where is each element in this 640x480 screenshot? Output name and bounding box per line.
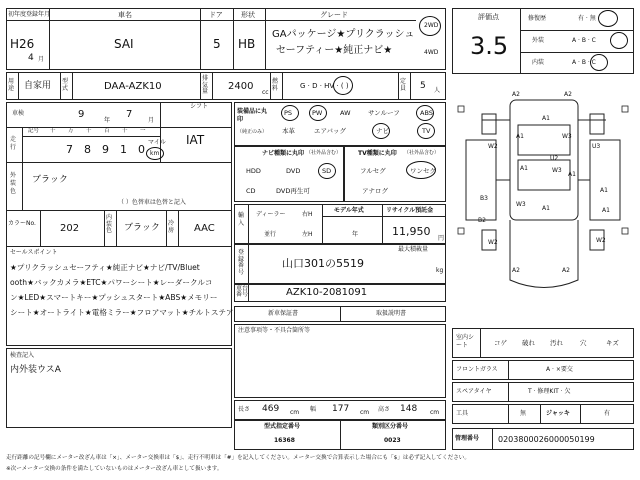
score-label: 評価点 (478, 13, 499, 21)
vin-value: AZK10-2081091 (286, 287, 368, 298)
model-value: DAA-AZK10 (104, 81, 162, 92)
equipment-option: AW (340, 109, 351, 117)
type-no-value: 16368 (274, 437, 295, 444)
repair-label: 修復歴 (528, 15, 547, 22)
mileage-header: 万 (68, 128, 74, 134)
shift-label: シフト (190, 103, 209, 110)
width-label: 幅 (310, 406, 317, 413)
equipment-circle (309, 105, 327, 121)
damage-mark: B2 (478, 217, 486, 224)
tv-option: アナログ (362, 187, 388, 195)
mileage-header: 記号 (28, 128, 40, 134)
seat-label: 室内シート (456, 334, 475, 349)
navi-sub: （社外品含む） (306, 150, 342, 156)
shift-value: IAT (186, 133, 205, 147)
damage-mark: A1 (568, 171, 576, 178)
use-value: 自家用 (24, 81, 52, 91)
equipment-option: サンルーフ (368, 109, 400, 117)
equipment-option: ABS (420, 109, 433, 117)
fuel-label: 燃料 (272, 78, 279, 93)
exterior-label: 外装色 (10, 172, 17, 195)
spare-label: スペアタイヤ (456, 388, 492, 395)
mileage-digit: 1 (120, 143, 127, 156)
notes-label: 注意事項等・不具合箇所等 (238, 327, 311, 334)
recycle-unit: 円 (438, 235, 445, 242)
tools-label: 工具 (456, 410, 469, 417)
grade-label: グレード (320, 11, 348, 19)
equipment-option: TV (422, 127, 431, 135)
inspection-month: 7 (126, 109, 133, 120)
damage-mark: W2 (596, 237, 606, 244)
equipment-sub: （純正のみ） (237, 129, 268, 135)
footer-line2: ※次ーメーター交換の条件を満たしていないものはメーター改ざん車として扱います。 (6, 466, 223, 472)
tools-value: 無 (520, 410, 527, 417)
equipment-option: PW (312, 109, 323, 117)
car-name-label: 車名 (118, 11, 132, 19)
length-unit: cm (290, 409, 300, 416)
equipment-label: 装備品に丸印 (237, 108, 268, 123)
damage-mark: A2 (512, 267, 520, 274)
import-dealer: ディーラー (256, 211, 286, 218)
sales-line: ★プリクラッシュセーフティ★純正ナビ★ナビ/TV/Bluet (10, 263, 200, 272)
navi-option: DVD (286, 167, 301, 175)
km-circle (146, 147, 164, 160)
payload-label: 最大積載量 (398, 246, 429, 253)
exterior-value: ブラック (32, 175, 68, 185)
equipment-option: ナビ (376, 127, 389, 135)
mileage-digit: 8 (84, 143, 91, 156)
import-left-handle: 左H (302, 231, 313, 238)
mileage-label: 走行 (10, 136, 17, 151)
damage-mark: A1 (542, 115, 550, 122)
damage-mark: W3 (516, 201, 526, 208)
tv-label: TV種類に丸印 (358, 150, 397, 157)
inspection-label: 車検 (12, 110, 25, 117)
damage-mark: U3 (592, 143, 601, 150)
mgmt-label: 管理番号 (455, 435, 480, 442)
drive-circle (419, 16, 441, 36)
damage-mark: A1 (520, 165, 528, 172)
car-diagram (452, 80, 634, 320)
inspection-year-unit: 年 (104, 117, 111, 124)
ac-label: 冷房 (168, 220, 175, 235)
damage-mark: W3 (552, 167, 562, 174)
damage-mark: B3 (480, 195, 488, 202)
model-year-label: モデル年式 (334, 207, 364, 214)
recycle-label: リサイクル預託金 (386, 207, 434, 214)
int-circle (590, 54, 608, 71)
sales-line: ooth★バックカメラ★ETC★パワーシート★レーダークルコ (10, 278, 213, 287)
score-value: 3.5 (470, 32, 509, 60)
navi-option: CD (246, 187, 256, 195)
shape-label: 形状 (241, 11, 255, 19)
length-value: 469 (262, 404, 280, 414)
import-parallel: 並行 (264, 231, 277, 238)
damage-mark: W3 (562, 133, 572, 140)
damage-mark: A2 (512, 91, 520, 98)
damage-mark: A2 (562, 267, 570, 274)
type-no-label: 型式指定番号 (264, 423, 301, 430)
spare-options: T · 修理KIT · 欠 (528, 388, 571, 395)
tv-sub: （社外品含む） (404, 150, 440, 156)
tv-option: ワンセグ (410, 167, 436, 175)
damage-mark: W2 (488, 143, 498, 150)
capacity-label: 定員 (400, 78, 407, 93)
mileage-header: 十 (122, 128, 128, 134)
vin-label: 車台番号 (236, 285, 249, 298)
color-no-value: 202 (60, 223, 80, 234)
first-reg-month-unit: 月 (38, 56, 45, 63)
navi-option: DVD再生可 (276, 187, 310, 195)
inspector-label: 検査記入 (10, 352, 35, 359)
drive-2wd: 2WD (424, 22, 439, 29)
mileage-digit: 9 (102, 143, 109, 156)
jack-value: 有 (604, 410, 611, 417)
navi-option: HDD (246, 167, 261, 175)
equipment-option: PS (284, 109, 293, 117)
ac-value: AAC (194, 223, 215, 234)
int-options: A · B · C (572, 59, 596, 66)
damage-mark: A2 (564, 91, 572, 98)
inspection-year: 9 (78, 109, 85, 120)
mileage-digit: 0 (138, 143, 145, 156)
repair-options: 有 · 無 (578, 15, 596, 22)
equipment-circle (417, 123, 435, 139)
tv-option: フルセグ (360, 167, 386, 175)
model-label: 型式 (62, 78, 69, 93)
seat-option: コゲ (494, 339, 507, 347)
equipment-option: エアバッグ (314, 127, 346, 135)
height-value: 148 (400, 404, 418, 414)
import-right-handle: 右H (302, 211, 313, 218)
drive-4wd: 4WD (424, 49, 439, 56)
shape-value: HB (238, 37, 256, 51)
int-label: 内装 (532, 59, 545, 66)
damage-mark: U2 (550, 155, 559, 162)
interior-color-value: ブラック (124, 223, 160, 233)
navi-label: ナビ種類に丸印 (262, 150, 305, 157)
inspection-month-unit: 月 (148, 117, 155, 124)
sales-point-label: セールスポイント (10, 249, 58, 256)
import-label: 輸入 (238, 212, 245, 227)
equipment-option: 本革 (282, 127, 295, 135)
interior-color-label: 内装色 (106, 214, 113, 235)
mileage-header: 一 (140, 128, 146, 134)
height-unit: cm (430, 409, 440, 416)
ext-options: A · B · C (572, 37, 596, 44)
car-name: SAI (114, 37, 134, 51)
damage-mark: A1 (600, 187, 608, 194)
mileage-unit-mile: マイル (148, 139, 166, 146)
first-reg-month: 4 (28, 53, 34, 63)
seat-option: 破れ (522, 339, 535, 347)
displacement-unit: cc (262, 89, 269, 96)
damage-mark: A1 (516, 133, 524, 140)
exterior-note: （ ）色替車は色替と記入 (118, 199, 186, 206)
registration-value: 山口301の5519 (282, 257, 364, 270)
fuel-hv-circle (333, 76, 353, 95)
registration-label: 登録番号 (238, 249, 245, 276)
fuel-options: G · D · HV · ( ) (300, 82, 349, 90)
jack-label: ジャッキ (546, 410, 570, 417)
glass-options: A · ×要交 (546, 366, 573, 373)
grade-line1: GAパッケージ★プリクラッシュ (272, 29, 415, 40)
seat-option: 汚れ (550, 339, 563, 347)
damage-mark: A1 (542, 205, 550, 212)
doors-value: 5 (213, 37, 221, 51)
seat-option: 穴 (580, 339, 587, 347)
recycle-value: 11,950 (392, 225, 431, 238)
displacement-label: 排気量 (202, 75, 209, 96)
mileage-header: 千 (86, 128, 92, 134)
navi-option: SD (322, 167, 332, 175)
category-no-value: 0023 (384, 437, 401, 444)
mileage-header: 百 (104, 128, 110, 134)
damage-mark: A1 (602, 207, 610, 214)
mileage-header: 十 (50, 128, 56, 134)
warranty-manual-label: 取扱説明書 (376, 310, 407, 317)
inspector-value: 内外装ウスA (10, 365, 61, 375)
category-no-label: 類別区分番号 (372, 423, 409, 430)
displacement-value: 2400 (228, 81, 254, 92)
ext-label: 外装 (532, 37, 545, 44)
navi-circle (318, 163, 336, 179)
notes-box (234, 324, 446, 398)
inspector-box (6, 348, 232, 428)
warranty-new-label: 新車保証書 (268, 310, 299, 317)
capacity-unit: 人 (434, 87, 441, 94)
sales-line: シート★オートライト★電格ミラー★フロアマット★チルトステア (10, 308, 234, 317)
color-no-label: カラーNo. (8, 220, 36, 227)
use-label: 用途 (8, 78, 15, 93)
grade-line2: セーフティー★純正ナビ★ (276, 45, 393, 56)
mileage-digit: 7 (66, 143, 73, 156)
width-unit: cm (360, 409, 370, 416)
sales-line: ン★LED★スマートキー★プッシュスタート★ABS★メモリー (10, 293, 218, 302)
footer-line1: 走行距離の記号欄にメーター改ざん車は「×」、メーター交換車は「$」、走行不明車は「#」を記入してください。メーター交換で合算表示した場合にも「$」は必ず記入してください。 (6, 455, 470, 461)
mileage-unit-km: km (150, 150, 160, 157)
glass-label: フロントガラス (456, 366, 498, 373)
equipment-circle (416, 105, 434, 121)
width-value: 177 (332, 404, 350, 414)
model-year-value: 年 (352, 231, 359, 238)
seat-option: キズ (606, 339, 619, 347)
payload-unit: kg (436, 267, 444, 274)
doors-label: ドア (209, 11, 223, 19)
equipment-circle (372, 123, 390, 139)
capacity-value: 5 (420, 81, 426, 91)
length-label: 長さ (238, 406, 251, 413)
mgmt-value: 0203800026000050199 (498, 435, 595, 444)
damage-mark: W2 (488, 239, 498, 246)
equipment-circle (281, 105, 299, 121)
height-label: 高さ (378, 406, 391, 413)
first-reg-label: 初年度登録年月 (8, 11, 51, 18)
ext-circle (610, 32, 628, 49)
repair-circle (598, 10, 618, 27)
tv-circle (406, 161, 436, 179)
first-reg-value: H26 (10, 37, 35, 51)
